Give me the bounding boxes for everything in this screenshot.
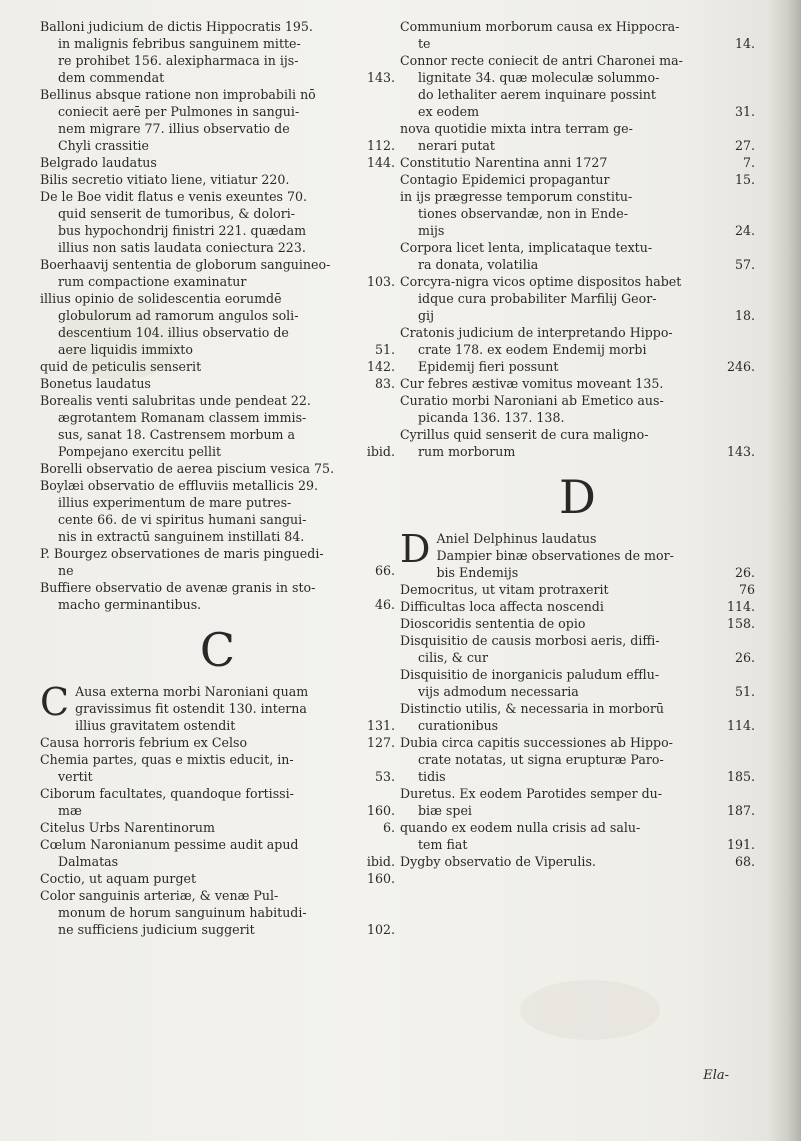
index-entry-line [400, 426, 755, 443]
entry-text: cilis, & cur [418, 650, 489, 665]
index-entry-line [400, 836, 755, 853]
entry-text: Bonetus laudatus [40, 376, 151, 391]
entry-text: ex eodem [418, 104, 480, 119]
index-entry-line [40, 768, 395, 785]
entry-text: Ciborum facultates, quandoque fortissi- [40, 786, 294, 801]
index-entry-line [40, 358, 395, 375]
index-entry-line [40, 52, 395, 69]
index-entry-line [400, 530, 755, 547]
index-entry-line [400, 154, 755, 171]
index-entry-line [40, 307, 395, 324]
entry-text: Epidemij fieri possunt [418, 359, 559, 374]
index-entry-line [400, 69, 755, 86]
index-entry-line [40, 785, 395, 802]
entry-text: globulorum ad ramorum angulos soli- [58, 308, 299, 323]
entry-text: Color sanguinis arteriæ, & venæ Pul- [40, 888, 279, 903]
page-reference: 103. [366, 274, 395, 289]
entry-text: tem fiat [418, 837, 468, 852]
entry-text: Aniel Delphinus laudatus [436, 531, 597, 546]
index-entry-line [400, 547, 755, 564]
entry-text: rum compactione examinatur [58, 274, 247, 289]
page-reference: 46. [374, 597, 395, 612]
index-entry-line [40, 700, 395, 717]
index-entry [40, 290, 395, 358]
index-entry-line [400, 615, 755, 632]
entry-text: Pompejano exercitu pellit [58, 444, 222, 459]
entry-text: gij [418, 308, 434, 323]
entry-text: Distinctio utilis, & necessaria in morborū [400, 701, 664, 716]
entry-text: Difficultas loca affecta noscendi [400, 599, 604, 614]
entry-text: do lethaliter aerem inquinare possint [418, 87, 656, 102]
entry-text: De le Boe vidit flatus e venis exeuntes 70. [40, 189, 308, 204]
entry-text: illius opinio de solidescentia eorumdē [40, 291, 282, 306]
index-entry-line [400, 853, 755, 870]
section-letter-heading: C [199, 623, 236, 677]
entry-text: Cur febres æstivæ vomitus moveant 135. [400, 376, 664, 391]
index-entry-line [400, 171, 755, 188]
page-reference: 51. [734, 684, 755, 699]
index-entry [40, 358, 395, 375]
page-reference: 143. [366, 70, 395, 85]
index-entry-line [40, 290, 395, 307]
index-entry [400, 18, 755, 52]
entry-text: illius non satis laudata coniectura 223. [58, 240, 306, 255]
page-reference: 102. [366, 922, 395, 937]
page-reference: 131. [366, 718, 395, 733]
entry-text: Balloni judicium de dictis Hippocratis 195. [40, 19, 313, 34]
entry-text: Chyli crassitie [58, 138, 149, 153]
entry-text: bus hypochondrij finistri 221. quædam [58, 223, 307, 238]
entry-text: Cyrillus quid senserit de cura maligno- [400, 427, 649, 442]
index-entry-line [40, 836, 395, 853]
index-entry [40, 460, 395, 477]
index-entry [40, 392, 395, 460]
index-entry-line [400, 632, 755, 649]
index-entry [400, 239, 755, 273]
index-entry [400, 734, 755, 785]
index-entry-line [40, 120, 395, 137]
index-entry-line [400, 751, 755, 768]
entry-text: vijs admodum necessaria [418, 684, 579, 699]
index-entry [40, 870, 395, 887]
index-entry-line [400, 324, 755, 341]
index-entry [40, 751, 395, 785]
entry-text: mæ [58, 803, 82, 818]
entry-text: Cœlum Naronianum pessime audit apud [40, 837, 299, 852]
page-reference: 26. [734, 565, 755, 580]
index-entry-line [400, 581, 755, 598]
index-entry-line [400, 564, 755, 581]
index-entry [400, 527, 755, 581]
entry-text: bis Endemijs [436, 565, 519, 580]
page-reference: 7. [742, 155, 755, 170]
index-entry-line [40, 904, 395, 921]
entry-text: illius experimentum de mare putres- [58, 495, 292, 510]
index-entry-line [40, 86, 395, 103]
index-entry-line [40, 239, 395, 256]
index-entry [400, 666, 755, 700]
index-entry-line [40, 921, 395, 938]
index-entry-line [400, 103, 755, 120]
entry-text: tidis [418, 769, 446, 784]
index-entry-line [400, 443, 755, 460]
index-entry-line [400, 700, 755, 717]
index-entry [40, 680, 395, 734]
entry-text: Belgrado laudatus [40, 155, 157, 170]
page-reference: 24. [734, 223, 755, 238]
entry-text: re prohibet 156. alexipharmaca in ijs- [58, 53, 299, 68]
page-reference: ibid. [366, 854, 395, 869]
entry-text: picanda 136. 137. 138. [418, 410, 565, 425]
index-entry-line [400, 768, 755, 785]
entry-text: Chemia partes, quas e mixtis educit, in- [40, 752, 294, 767]
page-edge-shadow [767, 0, 801, 1141]
index-entry-line [400, 120, 755, 137]
index-entry-line [40, 426, 395, 443]
entry-text: Buffiere observatio de avenæ granis in sto- [40, 580, 316, 595]
entry-text: rum morborum [418, 444, 516, 459]
page-reference: 187. [726, 803, 755, 818]
index-entry-line [40, 819, 395, 836]
index-entry-line [400, 717, 755, 734]
entry-text: Borelli observatio de aerea piscium vesica 75. [40, 461, 335, 476]
page-reference: 83. [374, 376, 395, 391]
entry-text: nerari putat [418, 138, 495, 153]
index-entry-line [40, 103, 395, 120]
entry-text: biæ spei [418, 803, 472, 818]
entry-text: mijs [418, 223, 445, 238]
index-entry [40, 188, 395, 256]
entry-text: ægrotantem Romanam classem immis- [58, 410, 307, 425]
entry-text: Democritus, ut vitam protraxerit [400, 582, 609, 597]
entry-text: ra donata, volatilia [418, 257, 539, 272]
index-entry-line [400, 273, 755, 290]
index-entry [40, 785, 395, 819]
entry-text: idque cura probabiliter Marfilij Geor- [418, 291, 657, 306]
index-entry [400, 324, 755, 375]
index-entry [40, 545, 395, 579]
index-entry-line [400, 52, 755, 69]
entry-text: Connor recte coniecit de antri Charonei ma- [400, 53, 683, 68]
index-entry-line [40, 802, 395, 819]
entry-text: quid de peticulis senserit [40, 359, 202, 374]
index-entry-line [40, 392, 395, 409]
index-entry-line [400, 683, 755, 700]
index-entry-line [40, 734, 395, 751]
index-entry-line [400, 819, 755, 836]
paper-stain [520, 980, 660, 1040]
page-reference: 31. [734, 104, 755, 119]
index-entry-line [400, 598, 755, 615]
index-entry [400, 392, 755, 426]
index-entry-line [400, 222, 755, 239]
drop-cap-initial: D [400, 527, 431, 571]
entry-text: monum de horum sanguinum habitudi- [58, 905, 307, 920]
page-reference: 76 [738, 582, 755, 597]
index-entry-line [40, 222, 395, 239]
index-entry [400, 581, 755, 598]
index-entry-line [400, 86, 755, 103]
page-reference: 160. [366, 871, 395, 886]
index-entry [40, 836, 395, 870]
index-entry [400, 598, 755, 615]
index-entry [400, 819, 755, 853]
entry-text: Bellinus absque ratione non improbabili nō [40, 87, 316, 102]
index-entry [40, 86, 395, 154]
index-entry [400, 120, 755, 154]
entry-text: Dampier binæ observationes de mor- [436, 548, 674, 563]
right-index-column [400, 18, 755, 870]
index-entry-line [40, 154, 395, 171]
index-entry-line [40, 579, 395, 596]
index-entry [40, 734, 395, 751]
index-entry [40, 256, 395, 290]
entry-text: aere liquidis immixto [58, 342, 193, 357]
page-reference: 15. [734, 172, 755, 187]
entry-text: Coctio, ut aquam purget [40, 871, 197, 886]
index-entry-line [40, 18, 395, 35]
page-reference: 144. [366, 155, 395, 170]
page-reference: 57. [734, 257, 755, 272]
entry-text: macho germinantibus. [58, 597, 202, 612]
index-entry [400, 188, 755, 239]
entry-text: lignitate 34. quæ moleculæ solummo- [418, 70, 660, 85]
index-entry-line [40, 494, 395, 511]
index-entry [400, 785, 755, 819]
index-entry-line [400, 734, 755, 751]
index-entry-line [40, 887, 395, 904]
index-entry-line [40, 596, 395, 613]
index-entry-line [40, 460, 395, 477]
entry-text: ne [58, 563, 74, 578]
index-entry-line [40, 273, 395, 290]
page-reference: 158. [726, 616, 755, 631]
index-entry-line [40, 870, 395, 887]
index-entry [400, 171, 755, 188]
entry-text: crate notatas, ut signa erupturæ Paro- [418, 752, 664, 767]
index-entry-line [400, 392, 755, 409]
entry-text: curationibus [418, 718, 499, 733]
index-entry-line [400, 802, 755, 819]
section-letter-heading: D [559, 470, 596, 524]
entry-text: Bilis secretio vitiato liene, vitiatur 220. [40, 172, 290, 187]
index-entry-line [40, 717, 395, 734]
index-entry [40, 18, 395, 86]
entry-text: Curatio morbi Naroniani ab Emetico aus- [400, 393, 664, 408]
index-entry-line [40, 324, 395, 341]
page-reference: 6. [382, 820, 395, 835]
page-reference: 142. [366, 359, 395, 374]
entry-text: nem migrare 77. illius observatio de [58, 121, 290, 136]
index-entry-line [400, 35, 755, 52]
index-entry [400, 375, 755, 392]
index-entry-line [40, 188, 395, 205]
index-entry-line [400, 256, 755, 273]
index-entry [400, 632, 755, 666]
entry-text: Communium morborum causa ex Hippocra- [400, 19, 680, 34]
index-entry-line [400, 205, 755, 222]
index-entry-line [40, 205, 395, 222]
entry-text: Dygby observatio de Viperulis. [400, 854, 596, 869]
index-entry [40, 154, 395, 171]
index-entry-line [400, 358, 755, 375]
index-entry [40, 171, 395, 188]
entry-text: quando ex eodem nulla crisis ad salu- [400, 820, 641, 835]
index-entry-line [40, 511, 395, 528]
page-reference: 185. [726, 769, 755, 784]
entry-text: dem commendat [58, 70, 165, 85]
entry-text: P. Bourgez observationes de maris pinguedi- [40, 546, 324, 561]
entry-text: quid senserit de tumoribus, & dolori- [58, 206, 295, 221]
entry-text: in malignis febribus sanguinem mitte- [58, 36, 301, 51]
page-reference: 26. [734, 650, 755, 665]
index-entry-line [40, 69, 395, 86]
page-reference: 27. [734, 138, 755, 153]
page-reference: 143. [726, 444, 755, 459]
entry-text: ne sufficiens judicium suggerit [58, 922, 255, 937]
page-reference: 191. [726, 837, 755, 852]
index-entry-line [40, 375, 395, 392]
entry-text: Dioscoridis sententia de opio [400, 616, 586, 631]
entry-text: descentium 104. illius observatio de [58, 325, 289, 340]
entry-text: Constitutio Narentina anni 1727 [400, 155, 608, 170]
index-entry-line [40, 256, 395, 273]
index-entry-line [400, 137, 755, 154]
page-reference: 51. [374, 342, 395, 357]
index-entry-line [400, 290, 755, 307]
page-reference: 160. [366, 803, 395, 818]
entry-text: Corcyra-nigra vicos optime dispositos habet [400, 274, 682, 289]
entry-text: nova quotidie mixta intra terram ge- [400, 121, 633, 136]
entry-text: Boerhaavij sententia de globorum sanguineo- [40, 257, 331, 272]
entry-text: Causa horroris febrium ex Celso [40, 735, 248, 750]
index-entry [40, 887, 395, 938]
page-reference: 112. [366, 138, 395, 153]
entry-text: Disquisitio de causis morbosi aeris, diffi- [400, 633, 660, 648]
index-entry-line [40, 409, 395, 426]
index-entry [40, 819, 395, 836]
index-entry-line [400, 239, 755, 256]
index-entry [400, 426, 755, 460]
entry-text: nis in extractū sanguinem instillati 84. [58, 529, 305, 544]
entry-text: Citelus Urbs Narentinorum [40, 820, 215, 835]
entry-text: cente 66. de vi spiritus humani sangui- [58, 512, 307, 527]
index-entry [400, 853, 755, 870]
index-entry-line [40, 528, 395, 545]
index-entry-line [400, 375, 755, 392]
entry-text: Dubia circa capitis successiones ab Hippo- [400, 735, 673, 750]
entry-text: Borealis venti salubritas unde pendeat 22. [40, 393, 311, 408]
entry-text: gravissimus fit ostendit 130. interna [75, 701, 307, 716]
page-reference: 66. [374, 563, 395, 578]
index-entry-line [400, 18, 755, 35]
index-entry-line [400, 649, 755, 666]
entry-text: coniecit aerē per Pulmones in sangui- [58, 104, 300, 119]
entry-text: tiones observandæ, non in Ende- [418, 206, 628, 221]
entry-text: Ausa externa morbi Naroniani quam [75, 684, 309, 699]
entry-text: crate 178. ex eodem Endemij morbi [418, 342, 647, 357]
entry-text: vertit [58, 769, 93, 784]
index-entry-line [40, 137, 395, 154]
page-reference: 14. [734, 36, 755, 51]
page-reference: 127. [366, 735, 395, 750]
index-entry-line [400, 188, 755, 205]
index-entry-line [400, 785, 755, 802]
index-entry-line [400, 409, 755, 426]
index-entry [40, 579, 395, 613]
index-entry [400, 52, 755, 120]
index-entry [400, 273, 755, 324]
index-entry-line [40, 443, 395, 460]
entry-text: Cratonis judicium de interpretando Hippo- [400, 325, 673, 340]
index-entry-line [400, 341, 755, 358]
index-entry [400, 615, 755, 632]
catchword: Ela- [703, 1068, 729, 1083]
entry-text: te [418, 36, 431, 51]
index-entry-line [40, 853, 395, 870]
page-reference: ibid. [366, 444, 395, 459]
index-entry-line [40, 751, 395, 768]
drop-cap-initial: C [40, 680, 70, 724]
entry-text: Contagio Epidemici propagantur [400, 172, 610, 187]
page-reference: 114. [726, 599, 755, 614]
index-entry-line [40, 35, 395, 52]
page-reference: 53. [374, 769, 395, 784]
index-entry-line [400, 666, 755, 683]
entry-text: Duretus. Ex eodem Parotides semper du- [400, 786, 663, 801]
page-reference: 114. [726, 718, 755, 733]
index-entry-line [400, 307, 755, 324]
page-reference: 18. [734, 308, 755, 323]
entry-text: sus, sanat 18. Castrensem morbum a [58, 427, 296, 442]
index-entry [40, 375, 395, 392]
index-entry [40, 477, 395, 545]
left-index-column [40, 18, 395, 938]
entry-text: in ijs prægresse temporum constitu- [400, 189, 633, 204]
index-entry-line [40, 477, 395, 494]
entry-text: Corpora licet lenta, implicataque textu- [400, 240, 653, 255]
entry-text: Boylæi observatio de effluviis metallicis 29. [40, 478, 319, 493]
entry-text: Disquisitio de inorganicis paludum efflu- [400, 667, 660, 682]
entry-text: Dalmatas [58, 854, 119, 869]
index-entry-line [40, 545, 395, 562]
index-entry-line [40, 683, 395, 700]
page-reference: 68. [734, 854, 755, 869]
index-entry [400, 700, 755, 734]
index-entry-line [40, 562, 395, 579]
index-entry [400, 154, 755, 171]
index-entry-line [40, 171, 395, 188]
page-reference: 246. [726, 359, 755, 374]
entry-text: illius gravitatem ostendit [75, 718, 236, 733]
index-entry-line [40, 341, 395, 358]
